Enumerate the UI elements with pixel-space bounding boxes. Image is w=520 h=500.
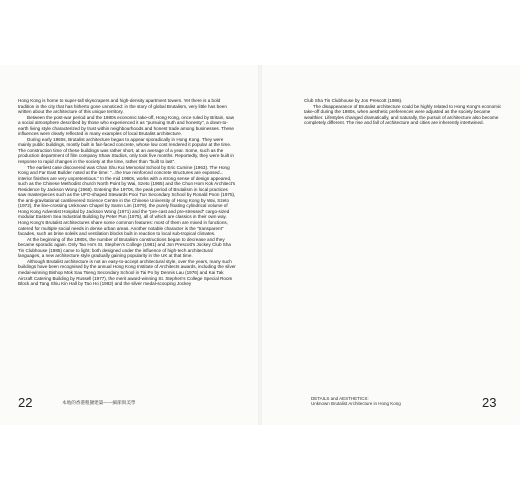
paragraph: Between the post-war period and the 1980s economic take-off, Hong Kong, once ruled by Britain, saw a social atmosphere described by those who experienced it as "pursuing truth and honesty", a down-to-earth living style characterized by trust within neighbourhoods and honest trade among businesses. These influences were clearly reflected in many examples of local Brutalist architecture. [18, 114, 235, 137]
paragraph: During early 1960s, Brutalist architecture began to appear sporadically in Hong Kong. They were mainly public buildings, mostly built in fair-faced concrete, whose low cost rendered it popular at the time. The construction time of these buildings was rather short, at an average of a year. Some, such as the production department of film company Shaw Studios, only took five months. Reportedly, they were built in response to rapid changes in the society at the time, rather than "built to last". [18, 136, 234, 165]
paragraph: The disappearance of Brutalist architecture could be highly related to Hong Kong's economic take-off during the 1980s, when aesthetic preferences were adjusted as the society became wealthier. Lifestyles changed dramatically, and naturally, the pursuit of architecture also become completely different. The rise and fall of architecture and cities are inherently intertwined. [304, 103, 502, 126]
left-page-body [18, 98, 236, 287]
paragraph: At the beginning of the 1980s, the number of Brutalism constructions began to decrease and they became sporadic again. Only Tao Ho's St. Stephen's College (1981) and Jon Prescott's Jockey Club Sha Tin Clubhouse (1985) came to light; both designed under the influence of high-tech architectural languages, a new architecture style gradually gaining popularity in the UK at that time. [18, 236, 231, 259]
running-head-line: Unknown Brutalist Architecture in Hong Kong [311, 401, 401, 407]
page-number-left: 22 [18, 395, 33, 410]
paragraph: The earliest case discovered was Chan Shu Kui Memorial School by Eric Cumine (1963). The Hong Kong and Far East Builder noted at the time: "...the true reinforced concrete structures are exposed... interior finishes are very unpretentious." In the mid 1960s, works with a strong sense of design appeared, such as the Chinese Methodist church North Point by Wai, Szeto (1965) and the Chun Hom Kok Architect's Residence by Jackson Wong (1966). Entering the 1970s, the peak period of Brutalism in local practices saw masterpieces such as the UFO-shaped Stewards Pooi Tun Secondary School by Ronald Poon (1975), the anti-gravitational cantilevered Science Centre in the Chinese University of Hong Kong by Wai, Szeto (1972), the line-crossing Unknown Chapel by Samn Lim (1979), the purely floating cylindrical volume of Hong Kong Adventist Hospital by Jackson Wong (1971) and the "pre-cast and pre-stressed" cargo-sized modular Eastern Sea Industrial Building by Peter Pun (1975), all of which are classics in their own way. Hong Kong's Brutalist architectures share some common features: most of them are mixed in functions, catered for multiple social needs in dense urban areas. Another notable character is the "transparent" facades, such as brise soleils and ventilation blocks built in reaction to local sub-tropical climates. [18, 164, 236, 237]
paragraph: Although Brutalist architecture is not an easy-to-accept architectural style, over the years, many such buildings have been recognised by the annual Hong Kong Institute of Architects awards, including the silver medal-winning Bishop Mok Sau Tseng Secondary School in Tai Po by Dennis Lau (1976) and Kai Tak Aircraft Catering Building by Russell (1977), the merit award-winning St. Stephen's College Special Room Block and Tang Shiu Kin Hall by Tao Ho (1982) and the silver medal-scooping Jockey [18, 258, 236, 287]
page-number-right: 23 [482, 395, 497, 410]
paragraph: Club Sha Tin Clubhouse by Jon Prescott (1986). [304, 98, 403, 103]
running-head-right [311, 396, 401, 407]
paragraph: Hong Kong is home to super-tall skyscrapers and high-density apartment towers. Yet there is a bold tradition in the city that has hitherto gone unnoticed: in the story of global Brutalism, very little has been written about the architecture of this unique territory. [18, 98, 227, 115]
running-head-line: DETAILS and AESTHETICS: [311, 396, 369, 401]
running-head-left: 本地的香港粗獷建築——細節與美學 [62, 401, 136, 406]
right-page-body [304, 98, 502, 126]
book-gutter [258, 65, 262, 425]
